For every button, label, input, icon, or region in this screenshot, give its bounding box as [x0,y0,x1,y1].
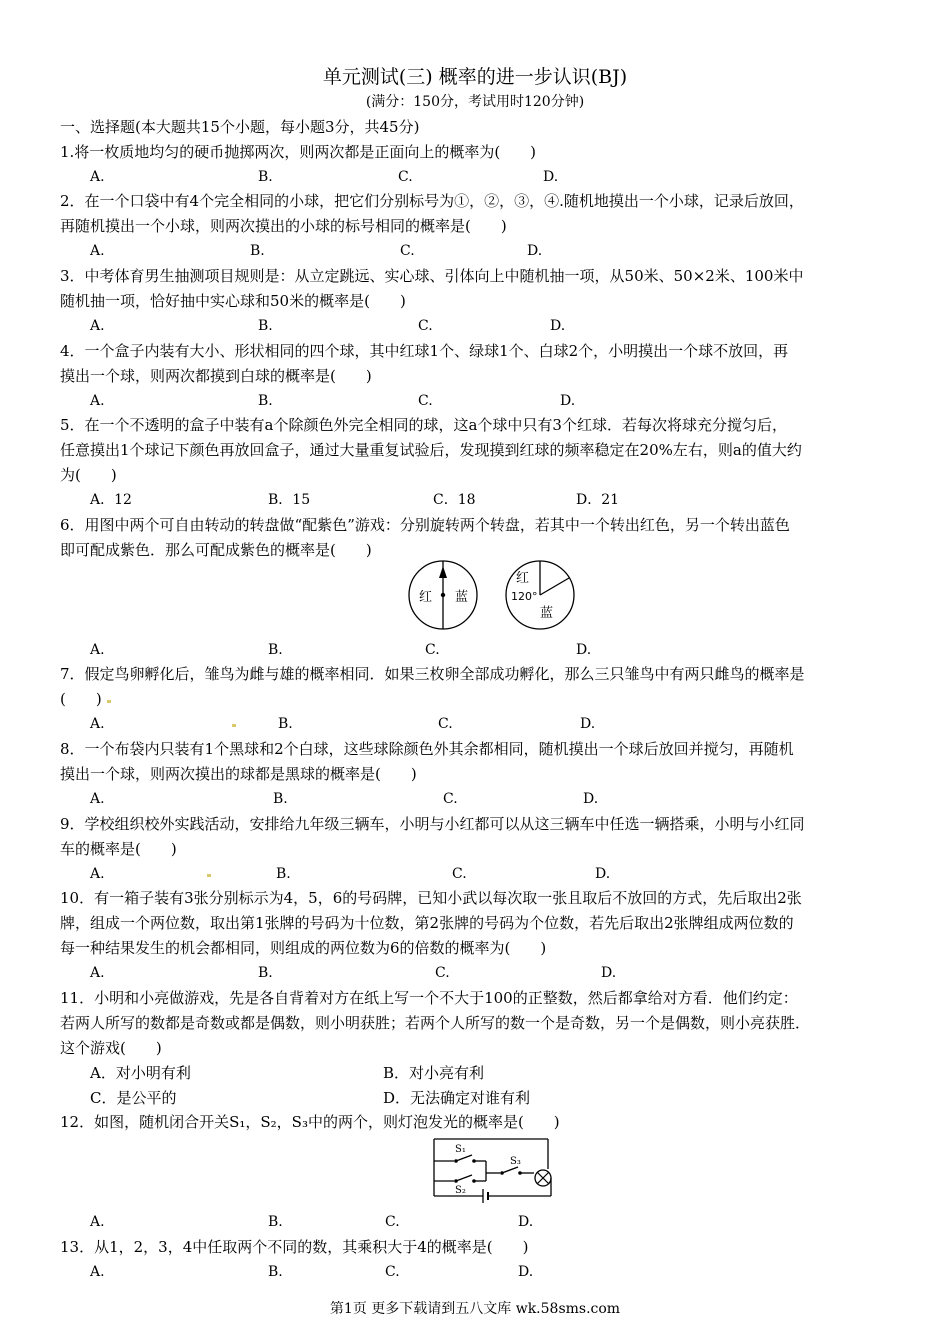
question-1-line-1: 1.将一枚质地均匀的硬币抛掷两次，则两次都是正面向上的概率为( ) [60,143,537,161]
question-5-line-3: 为( ) [60,466,117,484]
q10-option-d: D. [601,965,617,981]
q3-option-c: C. [418,318,433,334]
q10-option-b: B. [258,965,273,981]
q1-option-c: C. [398,169,413,185]
q9-option-a: A. [90,866,105,882]
q2-option-d: D. [527,243,543,259]
q2-option-b: B. [250,243,265,259]
q6-option-a: A. [90,642,105,658]
question-6-line-2: 即可配成紫色．那么可配成紫色的概率是( ) [60,541,372,559]
q8-option-c: C. [443,791,458,807]
q1-option-d: D. [543,169,559,185]
q4-option-b: B. [258,393,273,409]
question-2-line-1: 2．在一个口袋中有4个完全相同的小球，把它们分别标号为①，②，③，④.随机地摸出一个小球，记录后放回， [60,192,804,210]
question-8-line-1: 8．一个布袋内只装有1个黑球和2个白球，这些球除颜色外其余都相同，随机摸出一个球后放回并搅匀，再随机 [60,740,794,758]
q5-option-a: A．12 [90,492,132,508]
q5-option-c: C．18 [433,492,476,508]
q13-option-b: B. [268,1264,283,1280]
q11-option-a: A．对小明有利 [90,1064,191,1082]
q7-option-d: D. [580,716,596,732]
page-title: 单元测试(三) 概率的进一步认识(BJ) [322,66,628,88]
question-7-line-2: ( ) [60,690,102,708]
question-11-line-2: 若两人所写的数都是奇数或都是偶数，则小明获胜；若两个人所写的数一个是奇数，另一个是偶数，则小亮获胜． [60,1014,811,1032]
question-13-line-1: 13．从1，2，3，4中任取两个不同的数，其乘积大于4的概率是( ) [60,1238,529,1256]
q12-option-b: B. [268,1214,283,1230]
q3-option-b: B. [258,318,273,334]
q13-option-d: D. [518,1264,534,1280]
q11-option-d: D．无法确定对谁有利 [383,1089,531,1107]
question-8-line-2: 摸出一个球，则两次摸出的球都是黑球的概率是( ) [60,765,417,783]
scan-speck [232,724,236,727]
q7-option-b: B. [278,716,293,732]
scan-speck [207,874,211,877]
section-heading: 一、选择题(本大题共15个小题，每小题3分，共45分) [60,118,420,136]
q5-option-d: D．21 [576,492,620,508]
q6-option-b: B. [268,642,283,658]
switch-s1-label: S₁ [455,1144,466,1155]
question-2-line-2: 再随机摸出一个小球，则两次摸出的小球的标号相同的概率是( ) [60,217,507,235]
scan-speck [107,700,111,703]
page-footer: 第1页 更多下载请到五八文库 wk.58sms.com [329,1301,621,1317]
switch-s3-label: S₃ [510,1156,521,1167]
q7-option-a: A. [90,716,105,732]
left-spinner-red-label: 红 [419,590,433,605]
question-5-line-1: 5．在一个不透明的盒子中装有a个除颜色外完全相同的球，这a个球中只有3个红球．若每次将球充分搅匀后， [60,416,787,434]
q5-option-b: B．15 [268,492,311,508]
question-10-line-2: 牌，组成一个两位数，取出第1张牌的号码为十位数，第2张牌的号码为个位数，若先后取出2张牌组成两位数的 [60,914,794,932]
q8-option-a: A. [90,791,105,807]
q6-option-c: C. [425,642,440,658]
question-12-line-1: 12．如图，随机闭合开关S₁，S₂，S₃中的两个，则灯泡发光的概率是( ) [60,1113,560,1131]
q9-option-b: B. [276,866,291,882]
question-11-line-3: 这个游戏( ) [60,1039,162,1057]
q2-option-c: C. [400,243,415,259]
q10-option-a: A. [90,965,105,981]
question-9-line-2: 车的概率是( ) [60,840,177,858]
question-11-line-1: 11．小明和小亮做游戏，先是各自背着对方在纸上写一个不大于100的正整数，然后都拿给对方看．他们约定： [60,989,798,1007]
right-spinner-angle-label: 120° [511,590,538,603]
question-7-line-1: 7．假定鸟卵孵化后，雏鸟为雌与雄的概率相同．如果三枚卵全部成功孵化，那么三只雏鸟中有两只雌鸟的概率是 [60,665,805,683]
q8-option-d: D. [583,791,599,807]
question-4-line-1: 4．一个盒子内装有大小、形状相同的四个球，其中红球1个、绿球1个、白球2个，小明摸出一个球不放回，再 [60,342,789,360]
left-spinner-blue-label: 蓝 [455,590,469,605]
question-9-line-1: 9．学校组织校外实践活动，安排给九年级三辆车，小明与小红都可以从这三辆车中任选一辆搭乘，小明与小红同 [60,815,805,833]
question-5-line-2: 任意摸出1个球记下颜色再放回盒子，通过大量重复试验后，发现摸到红球的频率稳定在20%左右，则a的值大约 [60,441,802,459]
question-3-line-1: 3．中考体育男生抽测项目规则是：从立定跳远、实心球、引体向上中随机抽一项，从50米、50×2米、100米中 [60,267,804,285]
q6-option-d: D. [576,642,592,658]
q12-option-a: A. [90,1214,105,1230]
q13-option-a: A. [90,1264,105,1280]
right-spinner-blue-label: 蓝 [540,606,554,621]
q11-option-c: C．是公平的 [90,1089,177,1107]
q7-option-c: C. [438,716,453,732]
q3-option-a: A. [90,318,105,334]
q11-option-b: B．对小亮有利 [383,1064,485,1082]
question-10-line-1: 10．有一箱子装有3张分别标示为4，5，6的号码牌，已知小武以每次取一张且取后不放回的方式，先后取出2张 [60,889,802,907]
switch-s2-label: S₂ [455,1185,466,1196]
q4-option-c: C. [418,393,433,409]
question-4-line-2: 摸出一个球，则两次都摸到白球的概率是( ) [60,367,372,385]
q1-option-b: B. [258,169,273,185]
question-3-line-2: 随机抽一项，恰好抽中实心球和50米的概率是( ) [60,292,406,310]
q8-option-b: B. [273,791,288,807]
q13-option-c: C. [385,1264,400,1280]
q12-option-c: C. [385,1214,400,1230]
q9-option-d: D. [595,866,611,882]
spinner-figure [405,558,585,634]
right-spinner-red-label: 红 [516,571,530,586]
question-6-line-1: 6．用图中两个可自由转动的转盘做“配紫色”游戏：分别旋转两个转盘，若其中一个转出红色，另一个转出蓝色 [60,516,790,534]
q4-option-a: A. [90,393,105,409]
q12-option-d: D. [518,1214,534,1230]
q10-option-c: C. [435,965,450,981]
page-subtitle: (满分：150分，考试用时120分钟) [365,94,585,110]
q2-option-a: A. [90,243,105,259]
q1-option-a: A. [90,169,105,185]
question-10-line-3: 每一种结果发生的机会都相同，则组成的两位数为6的倍数的概率为( ) [60,939,547,957]
q4-option-d: D. [560,393,576,409]
q9-option-c: C. [452,866,467,882]
circuit-figure [428,1136,558,1202]
q3-option-d: D. [550,318,566,334]
